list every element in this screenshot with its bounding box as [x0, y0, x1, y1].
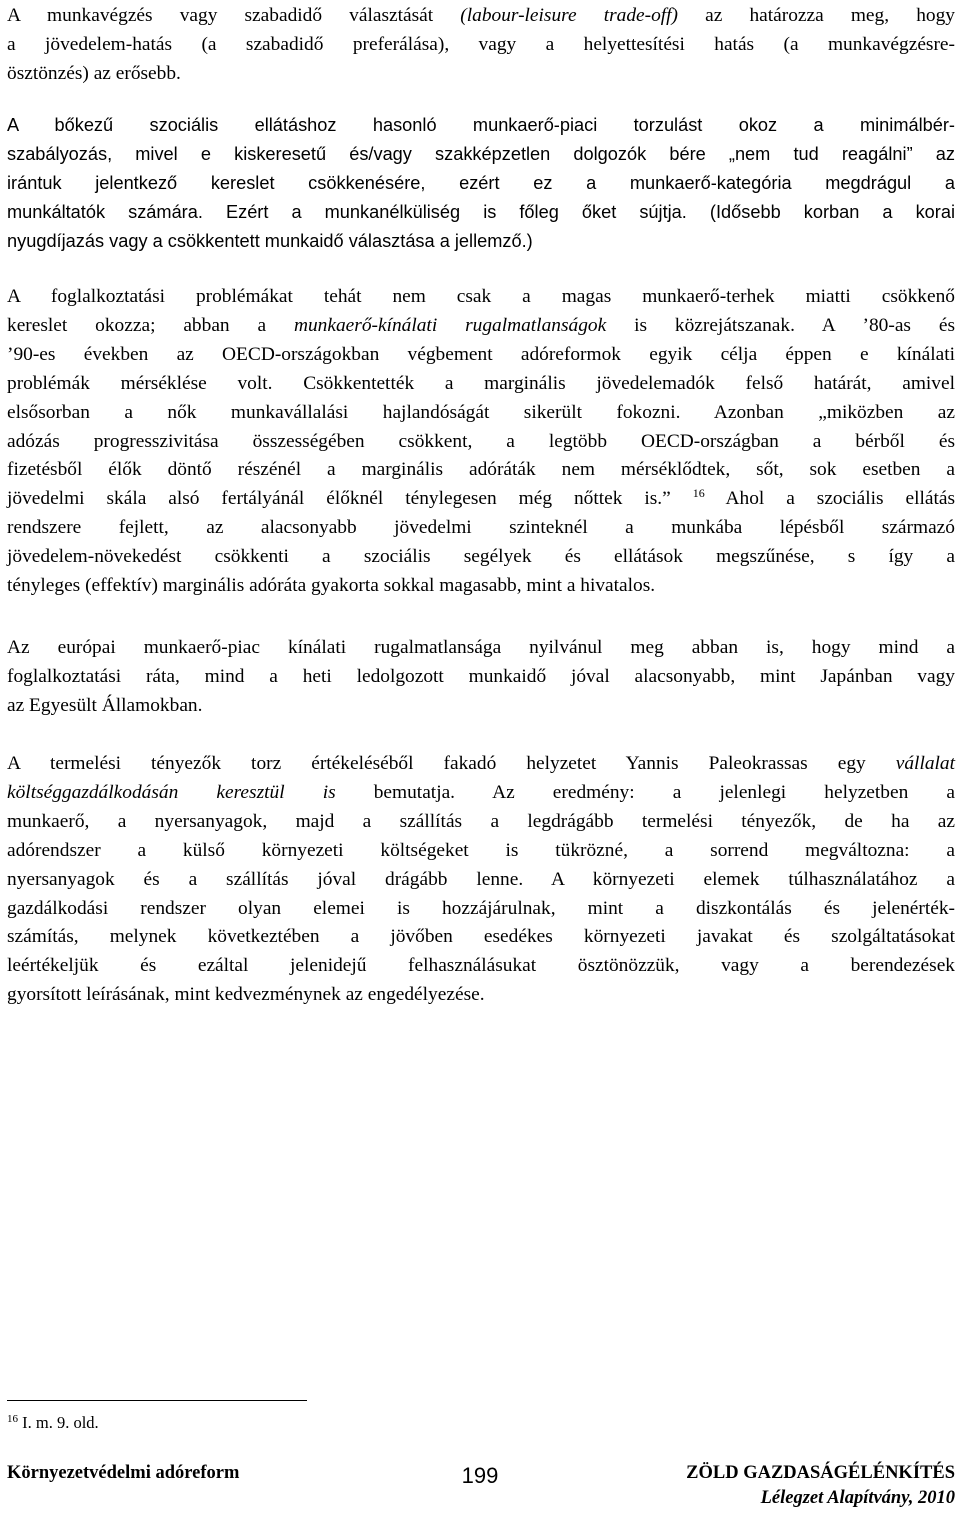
text-line: A munkavégzés vagy szabadidő választását (labour-leisure trade-off) az határozza meg, hogy	[7, 5, 955, 26]
italic-term: vállalat	[895, 753, 955, 774]
page-number: 199	[461, 1463, 499, 1488]
text-line: szabályozás, mivel e kiskeresetű és/vagy szakképzetlen dolgozók bére „nem tud reagálni” az	[7, 143, 955, 164]
paragraph-minimum-wage	[7, 111, 955, 256]
italic-term: (labour-leisure trade-off)	[460, 5, 679, 26]
text-line: az Egyesült Államokban.	[7, 694, 203, 716]
footer-publisher: Lélegzet Alapítvány, 2010	[760, 1488, 955, 1508]
text-line: A termelési tényezők torz értékeléséből fakadó helyzetet Yannis Paleokrassas egy vállalat	[7, 753, 955, 774]
text-line: munkaerő, a nyersanyagok, majd a szállítás a legdrágább termelési tényezők, de ha az	[7, 810, 955, 832]
italic-term: költséggazdálkodásán keresztül is	[7, 781, 336, 803]
text-line: jövedelmi skála alsó fertályánál élőknél ténylegesen még nőttek is.” $^{16}$ Ahol a szociális ellátás	[7, 486, 955, 510]
text-line: leértékeljük és ezáltal jelenidejű felhasználásukat ösztönözzük, vagy a berendezések	[7, 955, 955, 977]
text-line: problémák mérséklése volt. Csökkentették a marginális jövedelemadók felső határát, amivel	[7, 372, 955, 394]
text-line: fizetésből élők döntő részénél a marginális adóráták nem mérséklődtek, sőt, sok esetben a	[7, 459, 955, 481]
text-line: gyorsított leírásának, mint kedvezménynek az engedélyezése.	[7, 984, 485, 1006]
paragraph-european-labour-market	[7, 634, 955, 721]
text-line: a jövedelem-hatás (a szabadidő preferálása), vagy a helyettesítési hatás (a munkavégzésre-	[7, 33, 955, 55]
footnote-number: 16	[7, 1413, 18, 1425]
text-line: A foglalkoztatási problémákat tehát nem csak a magas munkaerő-terhek miatti csökkenő	[7, 286, 955, 307]
text-line: adózás progresszivitása összességében csökkent, a legtöbb OECD-országban a bérből és	[7, 430, 955, 452]
text-line: kereslet okozza; abban a munkaerő-kínálati rugalmatlanságok is közrejátszanak. A ’80-as és	[7, 314, 955, 336]
paragraph-labour-leisure	[7, 2, 955, 89]
text-line: tényleges (effektív) marginális adóráta gyakorta sokkal magasabb, mint a hivatalos.	[7, 575, 656, 597]
paragraph-employment-problems	[7, 283, 955, 601]
footer-document-title: Környezetvédelmi adóreform	[7, 1463, 240, 1483]
text-line: Az európai munkaerő-piac kínálati rugalmatlansága nyilvánul meg abban is, hogy mind a	[7, 637, 955, 658]
italic-term: munkaerő-kínálati rugalmatlanságok	[293, 314, 607, 336]
footnote-separator	[7, 1400, 307, 1401]
text-line: adórendszer a külső környezeti költségeket is tükrözné, a sorrend megváltozna: a	[7, 839, 955, 861]
text-line: foglalkoztatási ráta, mind a heti ledolgozott munkaidő jóval alacsonyabb, mint Japánban vagy	[7, 665, 955, 687]
paragraph-production-factors	[7, 750, 955, 1010]
text-line: számítás, melynek következtében a jövőben esedékes környezeti javakat és szolgáltatásokat	[7, 926, 955, 948]
footer-series-title: ZÖLD GAZDASÁGÉLÉNKÍTÉS	[686, 1463, 955, 1483]
text-line: elsősorban a nők munkavállalási hajlandóságát sikerült fokozni. Azonban „miközben az	[7, 401, 955, 423]
text-line: munkáltatók számára. Ezért a munkanélküliség is főleg őket sújtja. (Idősebb korban a korai	[7, 201, 956, 222]
footnote	[7, 1413, 99, 1433]
text-line: gazdálkodási rendszer olyan elemei is hozzájárulnak, mint a diszkontálás és jelenérték-	[7, 897, 955, 919]
footnote-ref: 16	[692, 486, 705, 501]
text-line: jövedelem-növekedést csökkenti a szociális segélyek és ellátások megszűnése, s így a	[7, 546, 955, 568]
text-line: nyugdíjazás vagy a csökkentett munkaidő választása a jellemző.)	[7, 230, 533, 251]
footnote-text: I. m. 9. old.	[18, 1413, 99, 1432]
text-line: nyersanyagok és a szállítás jóval drágább lenne. A környezeti elemek túlhasználatához a	[7, 868, 955, 890]
text-line: ösztönzés) az erősebb.	[7, 62, 181, 84]
text-line: rendszere fejlett, az alacsonyabb jövedelmi szinteknél a munkába lépésből származó	[7, 517, 955, 539]
text-line: költséggazdálkodásán keresztül is bemutatja. Az eredmény: a jelenlegi helyzetben a	[7, 781, 955, 803]
text-line: irántuk jelentkező kereslet csökkenésére, ezért ez a munkaerő-kategória megdrágul a	[7, 172, 955, 193]
text-line: A bőkezű szociális ellátáshoz hasonló munkaerő-piaci torzulást okoz a minimálbér-	[7, 115, 955, 135]
text-line: ’90-es években az OECD-országokban végbement adóreformok egyik célja éppen e kínálati	[7, 343, 955, 365]
